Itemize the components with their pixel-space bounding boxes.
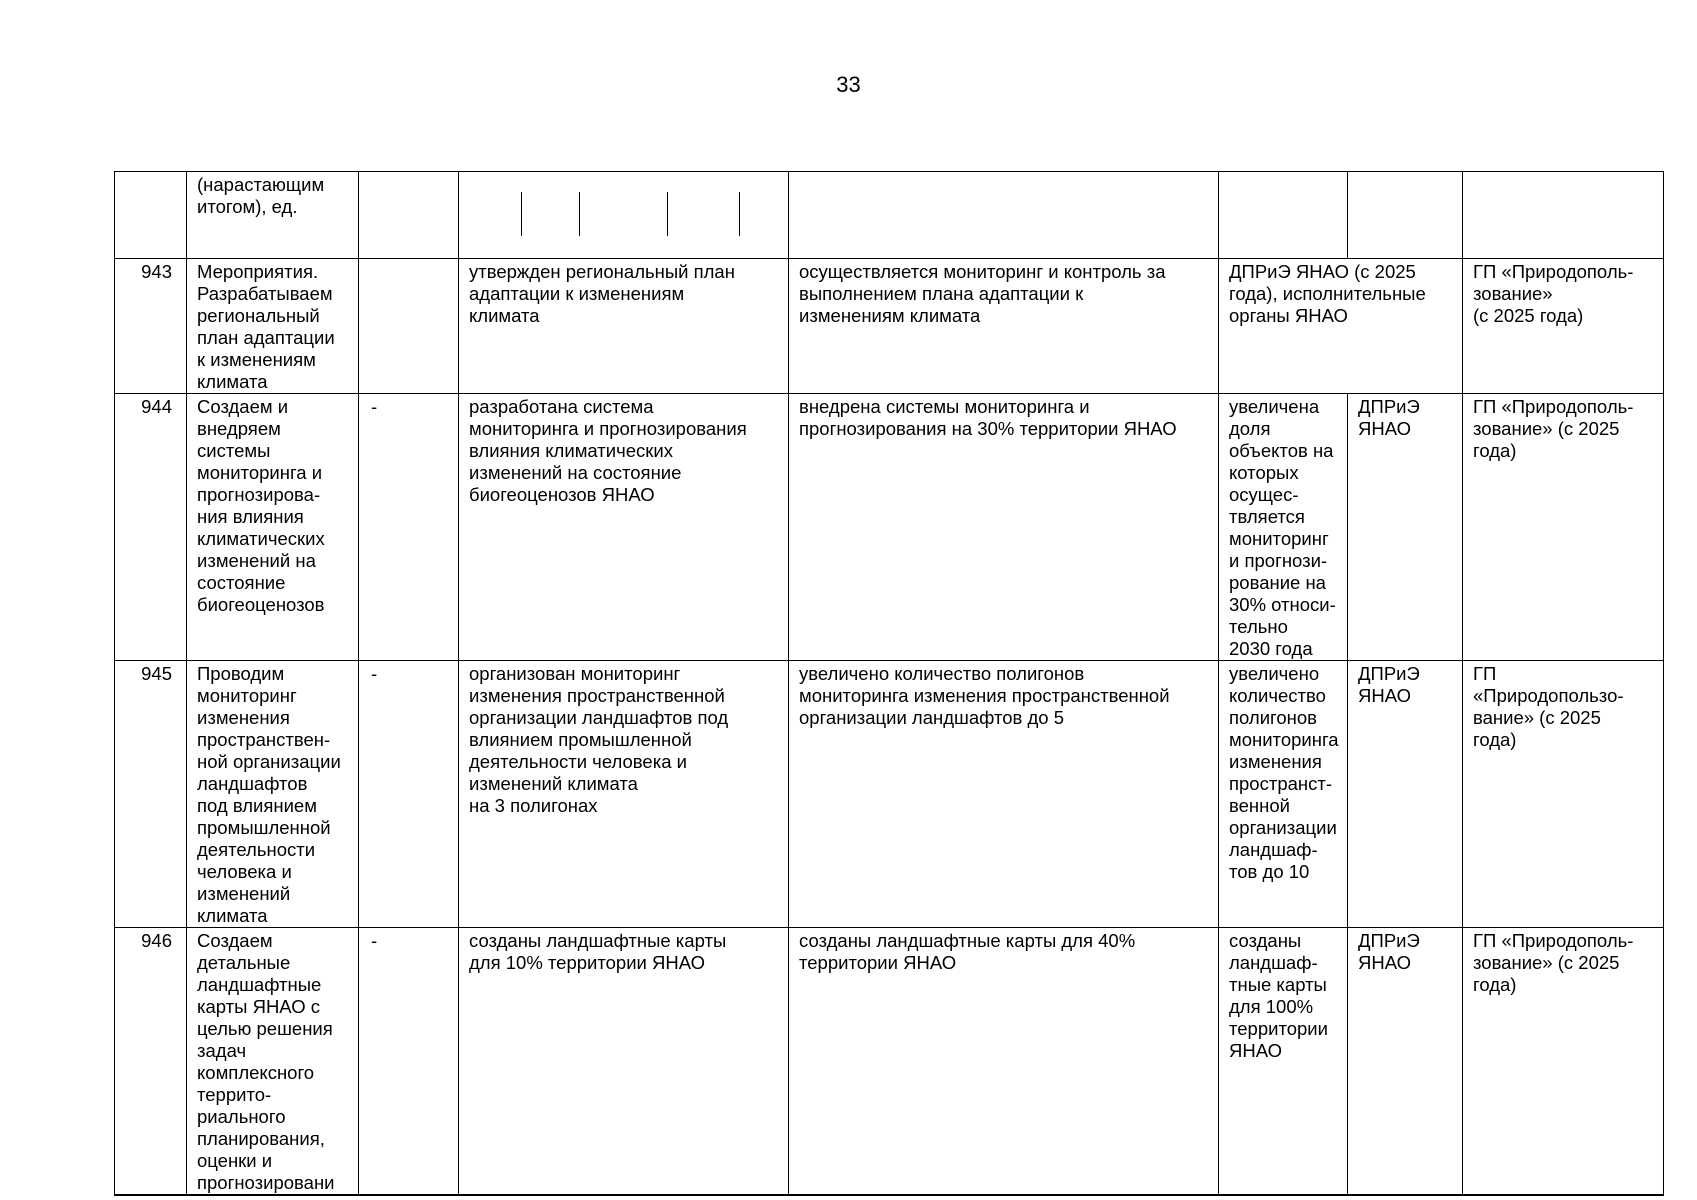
cell-program: ГП «Природополь- зование» (с 2025 года) bbox=[1463, 928, 1664, 1196]
table-row bbox=[115, 661, 1664, 928]
table-row bbox=[115, 394, 1664, 661]
cell-col3: - bbox=[359, 661, 459, 928]
cell-program: ГП «Природополь- зование» (с 2025 года) bbox=[1463, 259, 1664, 394]
cell-col8 bbox=[1463, 172, 1664, 259]
cell-col4-split bbox=[459, 172, 789, 259]
measures-table bbox=[114, 171, 1664, 1196]
row-number: 946 bbox=[115, 928, 187, 1196]
table-row bbox=[115, 928, 1664, 1196]
measure-name: Мероприятия. Разрабатываем региональный план адаптации к изменениям климата bbox=[187, 259, 359, 394]
cell-responsible: ДПРиЭ ЯНАО bbox=[1348, 928, 1463, 1196]
cell-responsible: ДПРиЭ ЯНАО bbox=[1348, 661, 1463, 928]
page-number: 33 bbox=[836, 72, 861, 97]
row-number: 943 bbox=[115, 259, 187, 394]
cell-responsible: ДПРиЭ ЯНАО bbox=[1348, 394, 1463, 661]
cell-col3: - bbox=[359, 394, 459, 661]
cell-col3: - bbox=[359, 928, 459, 1196]
cell-result-stage2: внедрена системы мониторинга и прогнозирования на 30% территории ЯНАО bbox=[789, 394, 1219, 661]
table-row bbox=[115, 172, 1664, 259]
cell-col7 bbox=[1348, 172, 1463, 259]
cell-result-stage2: увеличено количество полигонов мониторинга изменения пространственной организации ландшафтов до 5 bbox=[789, 661, 1219, 928]
measure-name: Проводим мониторинг изменения пространствен- ной организации ландшафтов под влиянием промышленной деятельности человека и изменений климата bbox=[187, 661, 359, 928]
cell-program: ГП «Природополь- зование» (с 2025 года) bbox=[1463, 394, 1664, 661]
cell-program: ГП «Природопользо- вание» (с 2025 года) bbox=[1463, 661, 1664, 928]
cell-result-stage3: увеличено количество полигонов мониторинга изменения пространст- венной организации ландшаф- тов до 10 bbox=[1219, 661, 1348, 928]
cell-result-stage1: утвержден региональный план адаптации к изменениям климата bbox=[459, 259, 789, 394]
cell-result-stage2: созданы ландшафтные карты для 40% территории ЯНАО bbox=[789, 928, 1219, 1196]
cell-result-stage1: созданы ландшафтные карты для 10% территории ЯНАО bbox=[459, 928, 789, 1196]
cell-result-stage3: увеличена доля объектов на которых осущес- твляется мониторинг и прогнози- рование на 30% относи- тельно 2030 года bbox=[1219, 394, 1348, 661]
cell-col3 bbox=[359, 259, 459, 394]
cell-result-stage3: созданы ландшаф- тные карты для 100% территории ЯНАО bbox=[1219, 928, 1348, 1196]
row-number bbox=[115, 172, 187, 259]
measure-name: Создаем детальные ландшафтные карты ЯНАО с целью решения задач комплексного террито- риального планирования, оценки и прогнозировани bbox=[187, 928, 359, 1196]
cell-result-stage1: организован мониторинг изменения пространственной организации ландшафтов под влиянием промышленной деятельности человека и изменений климата на 3 полигонах bbox=[459, 661, 789, 928]
row-number: 944 bbox=[115, 394, 187, 661]
measure-name: Создаем и внедряем системы мониторинга и прогнозирова- ния влияния климатических изменений на состояние биогеоценозов bbox=[187, 394, 359, 661]
cell-responsible: ДПРиЭ ЯНАО (с 2025 года), исполнительные органы ЯНАО bbox=[1219, 259, 1463, 394]
cell-col3 bbox=[359, 172, 459, 259]
cell-col5 bbox=[789, 172, 1219, 259]
measure-name: (нарастающим итогом), ед. bbox=[187, 172, 359, 259]
table-row bbox=[115, 259, 1664, 394]
cell-col6 bbox=[1219, 172, 1348, 259]
cell-result-stage1: разработана система мониторинга и прогнозирования влияния климатических изменений на состояние биогеоценозов ЯНАО bbox=[459, 394, 789, 661]
row-number: 945 bbox=[115, 661, 187, 928]
cell-result-stage2: осуществляется мониторинг и контроль за выполнением плана адаптации к изменениям климата bbox=[789, 259, 1219, 394]
